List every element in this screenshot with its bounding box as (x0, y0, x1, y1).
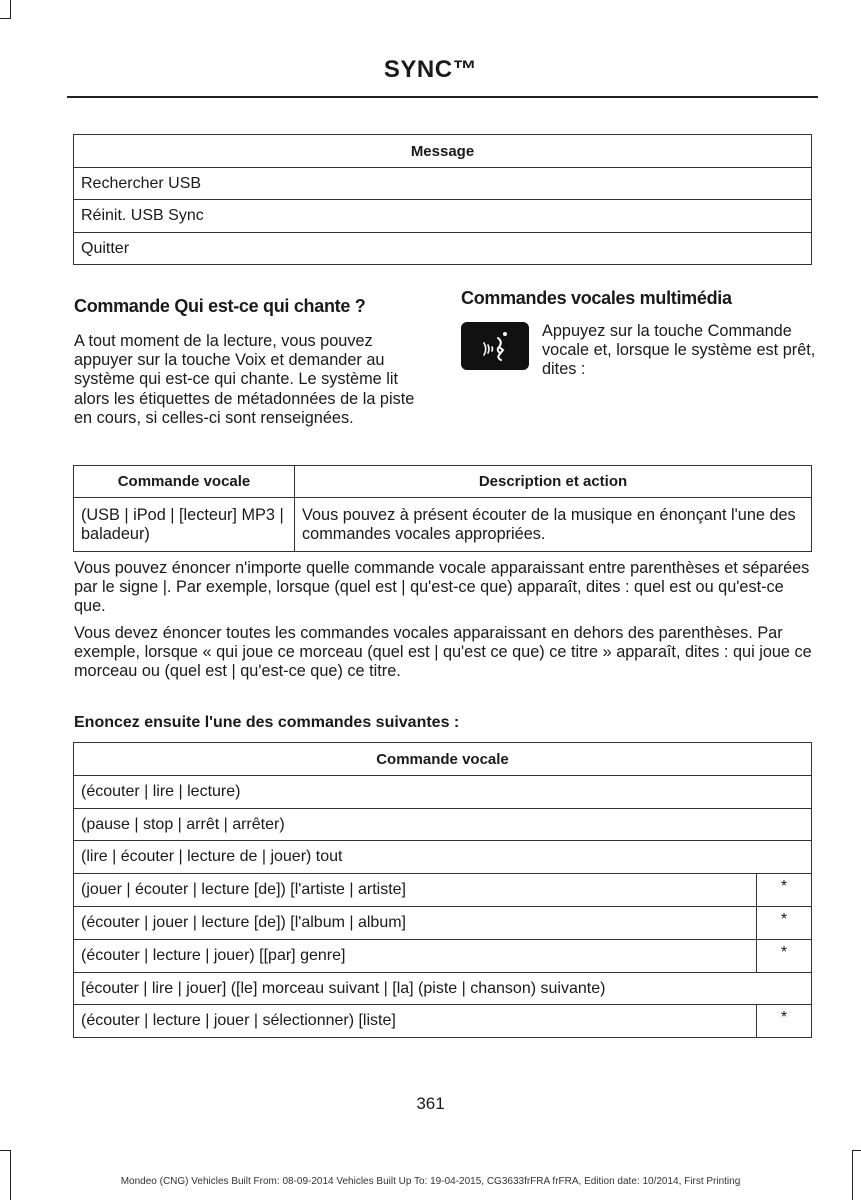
table-row: (écouter | jouer | lecture [de]) [l'album | album] (74, 907, 757, 940)
table-row: Réinit. USB Sync (74, 200, 812, 233)
section-heading-multimedia: Commandes vocales multimédia (461, 288, 732, 308)
footer-edition-info: Mondeo (CNG) Vehicles Built From: 08-09-2014 Vehicles Built Up To: 19-04-2015, CG3633frFRA frFRA, Edition date: 10/2014, First Printing (120, 1176, 741, 1187)
crop-mark-top-left-v (10, 0, 11, 18)
command-description-table (73, 465, 812, 552)
row-asterisk: * (757, 874, 812, 907)
table-row: (écouter | lecture | jouer) [[par] genre] (74, 940, 757, 973)
row-asterisk: * (757, 907, 812, 940)
table-row: [écouter | lire | jouer] ([le] morceau suivant | [la] (piste | chanson) suivante) (74, 973, 812, 1005)
table-row: (lire | écouter | lecture de | jouer) tout (74, 841, 812, 874)
paragraph-outside-parentheses: Vous devez énoncer toutes les commandes vocales apparaissant en dehors des parenthèses. Par exemple, lorsque « qui joue ce morceau (quel est | qu'est ce que) ce titre » apparaît, dites : qui joue ce morceau ou (quel est | qu'est-ce que) ce titre. (74, 624, 812, 681)
header-divider (67, 96, 818, 98)
crop-mark-bottom-left-v (10, 1150, 11, 1200)
section-body-who-sings: A tout moment de la lecture, vous pouvez appuyer sur la touche Voix et demander au système qui est-ce qui chante. Le système lit alors les étiquettes de métadonnées de la piste en cours, si celles-ci sont renseignées. (74, 332, 415, 427)
row-asterisk: * (757, 1005, 812, 1038)
voice-command-icon (461, 322, 529, 370)
crop-mark-bottom-right-v (852, 1150, 853, 1200)
row-asterisk: * (757, 940, 812, 973)
table-row: (jouer | écouter | lecture [de]) [l'artiste | artiste] (74, 874, 757, 907)
table-row: (pause | stop | arrêt | arrêter) (74, 809, 812, 841)
command-cell: (USB | iPod | [lecteur] MP3 | baladeur) (74, 498, 295, 552)
table-row: Rechercher USB (74, 168, 812, 200)
table-row: Quitter (74, 233, 812, 265)
crop-mark-bottom-left-h (0, 1150, 11, 1151)
section-body-multimedia: Appuyez sur la touche Commande vocale et, lorsque le système est prêt, dites : (542, 322, 816, 379)
crop-mark-top-left-h (0, 18, 11, 19)
page-number: 361 (416, 1094, 445, 1113)
description-cell: Vous pouvez à présent écouter de la musique en énonçant l'une des commandes vocales appropriées. (295, 498, 812, 552)
table-row: (écouter | lire | lecture) (74, 776, 812, 809)
commands-list-heading: Enoncez ensuite l'une des commandes suivantes : (74, 714, 460, 731)
voice-table-header: Commande vocale (74, 743, 812, 776)
crop-mark-bottom-right-h (852, 1150, 861, 1151)
paragraph-parentheses: Vous pouvez énoncer n'importe quelle commande vocale apparaissant entre parenthèses et séparées par le signe |. Par exemple, lorsque (quel est | qu'est-ce que) apparaît, dites : quel est ou qu'est-ce que. (74, 559, 810, 616)
column-header-command: Commande vocale (74, 466, 295, 498)
section-heading-who-sings: Commande Qui est-ce qui chante ? (74, 296, 366, 316)
message-table-header: Message (74, 135, 812, 168)
voice-command-table (73, 742, 812, 1038)
page-header-title: SYNC™ (383, 56, 478, 83)
table-row: (écouter | lecture | jouer | sélectionner) [liste] (74, 1005, 757, 1038)
column-header-description: Description et action (295, 466, 812, 498)
message-table (73, 134, 812, 265)
